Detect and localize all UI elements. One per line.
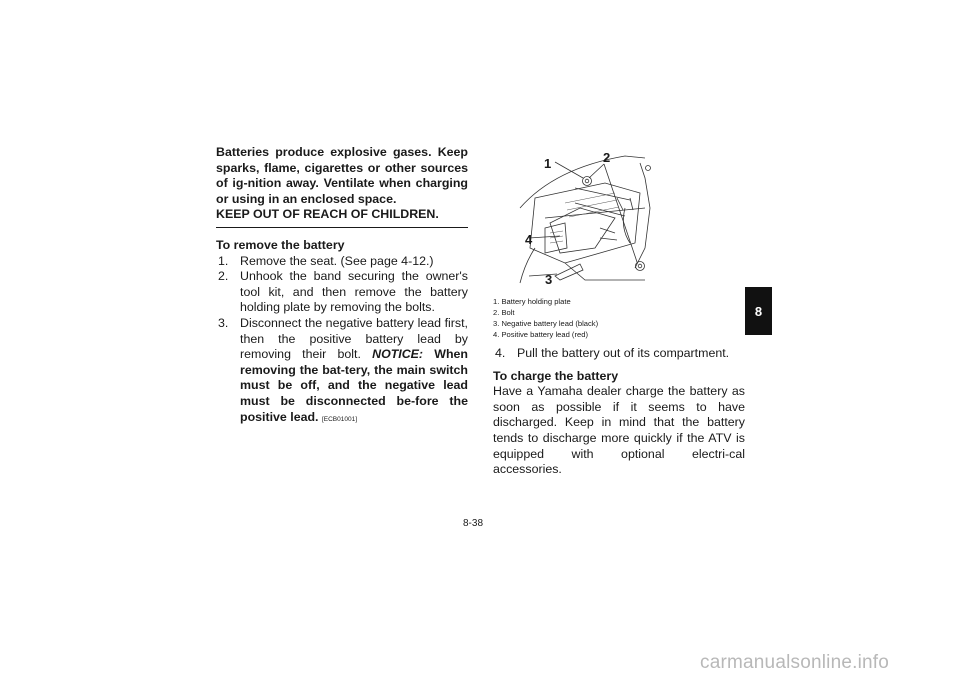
remove-heading: To remove the battery [216,237,345,252]
step-item [216,316,468,427]
callout-2: 2 [603,150,611,165]
right-column [493,148,745,478]
step-item [216,269,468,316]
notice-label: NOTICE: [372,347,424,362]
step-number: 2. [218,269,229,284]
battery-illustration [505,148,655,290]
warning-text: Batteries produce explosive gases. Keep sparks, flame, cigarettes or other sources of ig-nition away. Ventilate when charging or using in an enclosed space. [216,145,468,206]
charge-heading: To charge the battery [493,368,619,383]
step-number: 1. [218,253,229,268]
remove-steps [216,254,468,428]
caption-item: 2. Bolt [493,308,515,317]
page-number: 8-38 [463,518,484,529]
callout-3: 3 [545,272,553,287]
left-column [216,145,468,427]
notice-code: [ECB01001] [321,415,358,423]
caption-item: 1. Battery holding plate [493,297,571,306]
step-text: Disconnect the negative battery lead first, then the positive battery lead by removing their bolt. [240,315,468,362]
step-item [493,346,745,362]
divider [216,227,468,228]
notice-text: When removing the bat-tery, the main switch must be off, and the negative lead must be disconnected be-fore the positive lead. [240,347,469,424]
chapter-tab: 8 [745,287,772,335]
caption-item: 3. Negative battery lead (black) [493,319,599,328]
callout-4: 4 [525,232,533,247]
warning-block [216,145,468,223]
callout-1: 1 [544,156,552,171]
step-number: 3. [218,315,229,330]
step-item [216,254,468,270]
figure-captions [493,296,745,340]
step-text: Remove the seat. (See page 4-12.) [240,253,434,268]
battery-figure [505,148,655,290]
charge-text: Have a Yamaha dealer charge the battery as soon as possible if it seems to have discharged. Keep in mind that the battery tends to discharge more quickly if the ATV is equipped with optional electri-cal accessories. [493,384,745,477]
watermark: carmanualsonline.info [700,652,890,673]
step-number: 4. [495,346,506,360]
step-text: Pull the battery out of its compartment. [517,346,730,360]
step-text: Unhook the band securing the owner's tool kit, and then remove the battery holding plate by removing the bolts. [240,269,468,315]
warning-caps: KEEP OUT OF REACH OF CHILDREN. [216,207,439,222]
caption-item: 4. Positive battery lead (red) [493,330,588,339]
